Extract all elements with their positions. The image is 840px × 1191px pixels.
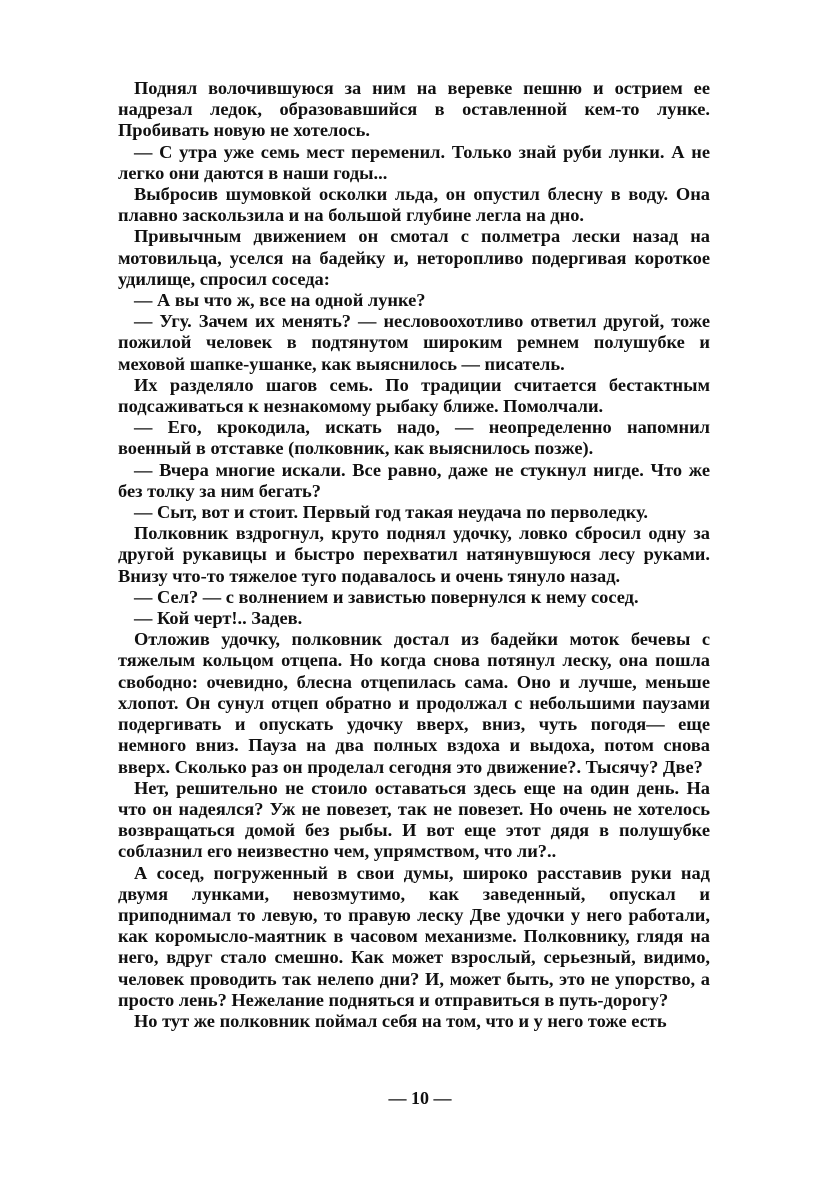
paragraph: Но тут же полковник поймал себя на том, что и у него тоже есть	[134, 1010, 667, 1031]
paragraph: — А вы что ж, все на одной лунке?	[134, 290, 426, 311]
paragraph: — Вчера многие искали. Все равно, даже не стукнул нигде. Что же без толку за ним бегать?	[118, 459, 710, 501]
paragraph: — Сел? — с волнением и завистью повернулся к нему сосед.	[134, 586, 639, 607]
paragraph: Полковник вздрогнул, круто поднял удочку, ловко сбросил одну за другой рукавицы и быстро перехватил натянувшуюся лесу руками. Внизу что-то тяжелое туго подавалось и очень тянуло назад.	[118, 523, 710, 586]
paragraph: — С утра уже семь мест переменил. Только знай руби лунки. А не легко они даются в наши годы...	[118, 141, 710, 183]
paragraph: — Кой черт!.. Задев.	[134, 608, 303, 629]
page-number: — 10 —	[388, 1088, 452, 1108]
paragraph: Привычным движением он смотал с полметра лески назад на мотовильца, уселся на бадейку и, неторопливо подергивая короткое удилище, спросил соседа:	[118, 226, 710, 289]
paragraph: — Его, крокодила, искать надо, — неопределенно напомнил военный в отставке (полковник, как выяснилось позже).	[118, 417, 710, 459]
paragraph: — Угу. Зачем их менять? — несловоохотливо ответил другой, тоже пожилой человек в подтянутом широким ремнем полушубке и меховой шапке-ушанке, как выяснилось — писатель.	[118, 311, 710, 374]
paragraph: Нет, решительно не стоило оставаться здесь еще на один день. На что он надеялся? Уж не повезет, так не повезет. Но очень не хотелось возвращаться домой без рыбы. И вот еще этот дядя в полушубке соблазнил его неизвестно чем, упрямством, что ли?..	[118, 777, 710, 862]
paragraph: Поднял волочившуюся за ним на веревке пешню и острием ее надрезал ледок, образовавшийся в оставленной кем-то лунке. Пробивать новую не хотелось.	[118, 78, 710, 141]
paragraph: Выбросив шумовкой осколки льда, он опустил блесну в воду. Она плавно заскользила и на большой глубине легла на дно.	[118, 184, 710, 226]
paragraph: Отложив удочку, полковник достал из бадейки моток бечевы с тяжелым кольцом отцепа. Но когда снова потянул леску, она пошла свободно: очевидно, блесна отцепилась сама. Оно и лучше, меньше хлопот. Он сунул отцеп обратно и продолжал с небольшими паузами подергивать и опускать удочку вверх, вниз, чуть погодя— еще немного вниз. Пауза на два полных вздоха и выдоха, потом снова вверх. Сколько раз он проделал сегодня это движение?. Тысячу? Две?	[118, 629, 710, 777]
paragraph: — Сыт, вот и стоит. Первый год такая неудача по перволедку.	[134, 502, 649, 523]
body-text	[118, 78, 710, 1032]
paragraph: А сосед, погруженный в свои думы, широко расставив руки над двумя лунками, невозмутимо, как заведенный, опускал и приподнимал то левую, то правую леску Две удочки у него работали, как коромысло-маятник в часовом механизме. Полковнику, глядя на него, вдруг стало смешно. Как может взрослый, серьезный, видимо, человек проводить так нелепо дни? И, может быть, это не упорство, а просто лень? Нежелание подняться и отправиться в путь-дорогу?	[118, 862, 710, 1010]
paragraph: Их разделяло шагов семь. По традиции считается бестактным подсаживаться к незнакомому рыбаку ближе. Помолчали.	[118, 374, 710, 417]
